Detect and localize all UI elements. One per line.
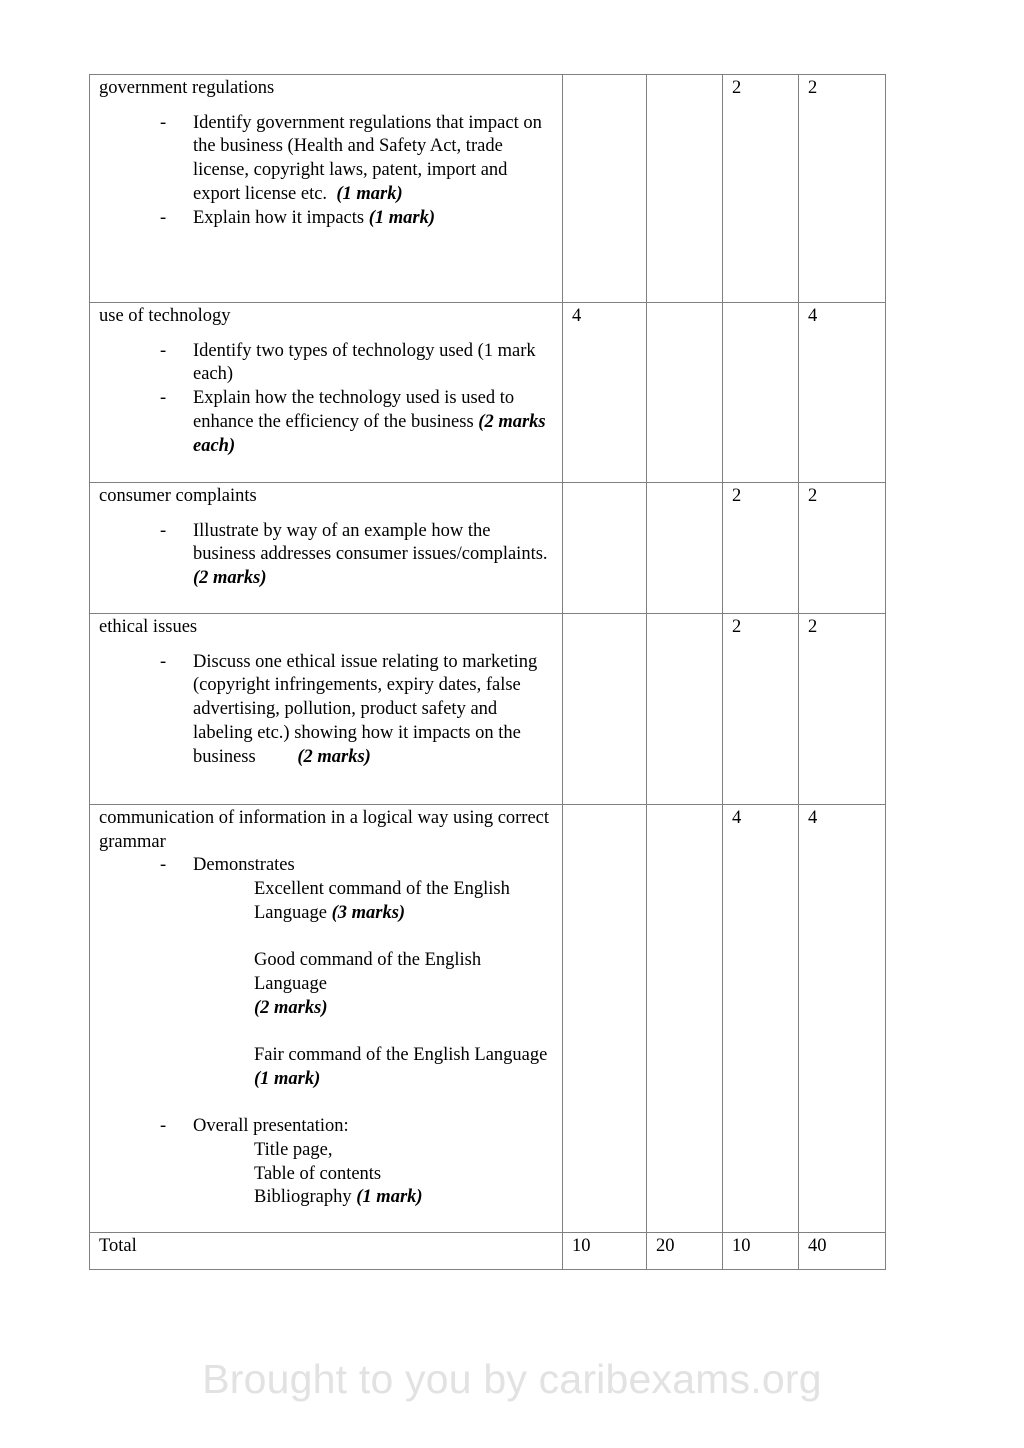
score-cell (647, 483, 723, 614)
mark-label: (1 mark) (368, 207, 436, 228)
score-cell (563, 805, 647, 1233)
language-levels (99, 878, 553, 1115)
mark-label: (2 marks) (297, 746, 371, 767)
level-fair: Fair command of the English Language (1 mark) (254, 1045, 548, 1089)
score-cell: 2 (799, 614, 886, 805)
list-item: - Explain how it impacts (1 mark) (99, 207, 553, 231)
criteria-heading: use of technology (99, 306, 231, 326)
presentation-items (99, 1139, 553, 1210)
presentation-item: Table of contents (254, 1163, 382, 1184)
criteria-cell (90, 483, 563, 614)
criteria-heading: government regulations (99, 78, 275, 98)
total-cell: 20 (647, 1233, 723, 1270)
score-cell (723, 303, 799, 483)
level-good: Good command of the English Language (2 marks) (254, 950, 482, 1018)
watermark: Brought to you by caribexams.org (202, 1356, 822, 1402)
score-cell: 4 (799, 805, 886, 1233)
criteria-bullets (99, 112, 553, 231)
total-label: Total (90, 1233, 563, 1270)
criteria-cell (90, 75, 563, 303)
mark-label: (2 marks) (193, 568, 267, 589)
mark-label: (1 mark) (336, 183, 403, 204)
table-row (90, 75, 886, 303)
marking-scheme-table (89, 74, 886, 1270)
score-cell (563, 614, 647, 805)
total-cell: 10 (563, 1233, 647, 1270)
mark-label: (1 mark) (254, 1068, 321, 1089)
list-item: - Explain how the technology used is used to enhance the efficiency of the business (2 marks each) (99, 387, 553, 458)
list-item: - Illustrate by way of an example how the business addresses consumer issues/complaints. (2 marks) (99, 520, 553, 591)
criteria-cell (90, 805, 563, 1233)
score-cell (563, 75, 647, 303)
criteria-heading: communication of information in a logical way using correct grammar (99, 808, 550, 852)
score-cell: 2 (799, 483, 886, 614)
score-cell: 4 (723, 805, 799, 1233)
score-cell (647, 303, 723, 483)
criteria-cell (90, 303, 563, 483)
table-row (90, 303, 886, 483)
score-cell: 4 (563, 303, 647, 483)
mark-label: (1 mark) (356, 1187, 423, 1208)
criteria-cell (90, 614, 563, 805)
list-item: - Identify government regulations that impact on the business (Health and Safety Act, trade license, copyright laws, patent, import and export license etc. (1 mark) (99, 112, 553, 207)
score-cell: 2 (723, 75, 799, 303)
criteria-bullets (99, 340, 553, 459)
total-cell: 40 (799, 1233, 886, 1270)
list-item: - Discuss one ethical issue relating to marketing (copyright infringements, expiry dates, false advertising, pollution, product safety and labeling etc.) showing how it impacts on the business (2 marks) (99, 651, 553, 770)
score-cell: 2 (723, 483, 799, 614)
score-cell: 4 (799, 303, 886, 483)
score-cell (647, 614, 723, 805)
presentation-item: Bibliography (1 mark) (254, 1187, 423, 1208)
criteria-heading: consumer complaints (99, 486, 257, 506)
presentation-item: Title page, (254, 1139, 333, 1160)
criteria-bullets (99, 1115, 553, 1139)
total-row (90, 1233, 886, 1270)
table-row (90, 614, 886, 805)
score-cell (563, 483, 647, 614)
mark-label: (3 marks) (331, 902, 406, 923)
score-cell: 2 (799, 75, 886, 303)
table-row (90, 805, 886, 1233)
list-item: - Overall presentation: (99, 1115, 553, 1139)
criteria-bullets (99, 651, 553, 770)
criteria-bullets (99, 520, 553, 591)
level-excellent: Excellent command of the English Language (3 marks) (254, 879, 510, 923)
mark-label: (2 marks) (254, 997, 328, 1018)
score-cell: 2 (723, 614, 799, 805)
total-cell: 10 (723, 1233, 799, 1270)
criteria-bullets (99, 854, 553, 878)
table-row (90, 483, 886, 614)
score-cell (647, 805, 723, 1233)
score-cell (647, 75, 723, 303)
list-item: - Identify two types of technology used (1 mark each) (99, 340, 553, 387)
list-item: - Demonstrates (99, 854, 553, 878)
mark-label: (2 marks each) (193, 411, 546, 456)
criteria-heading: ethical issues (99, 617, 198, 637)
